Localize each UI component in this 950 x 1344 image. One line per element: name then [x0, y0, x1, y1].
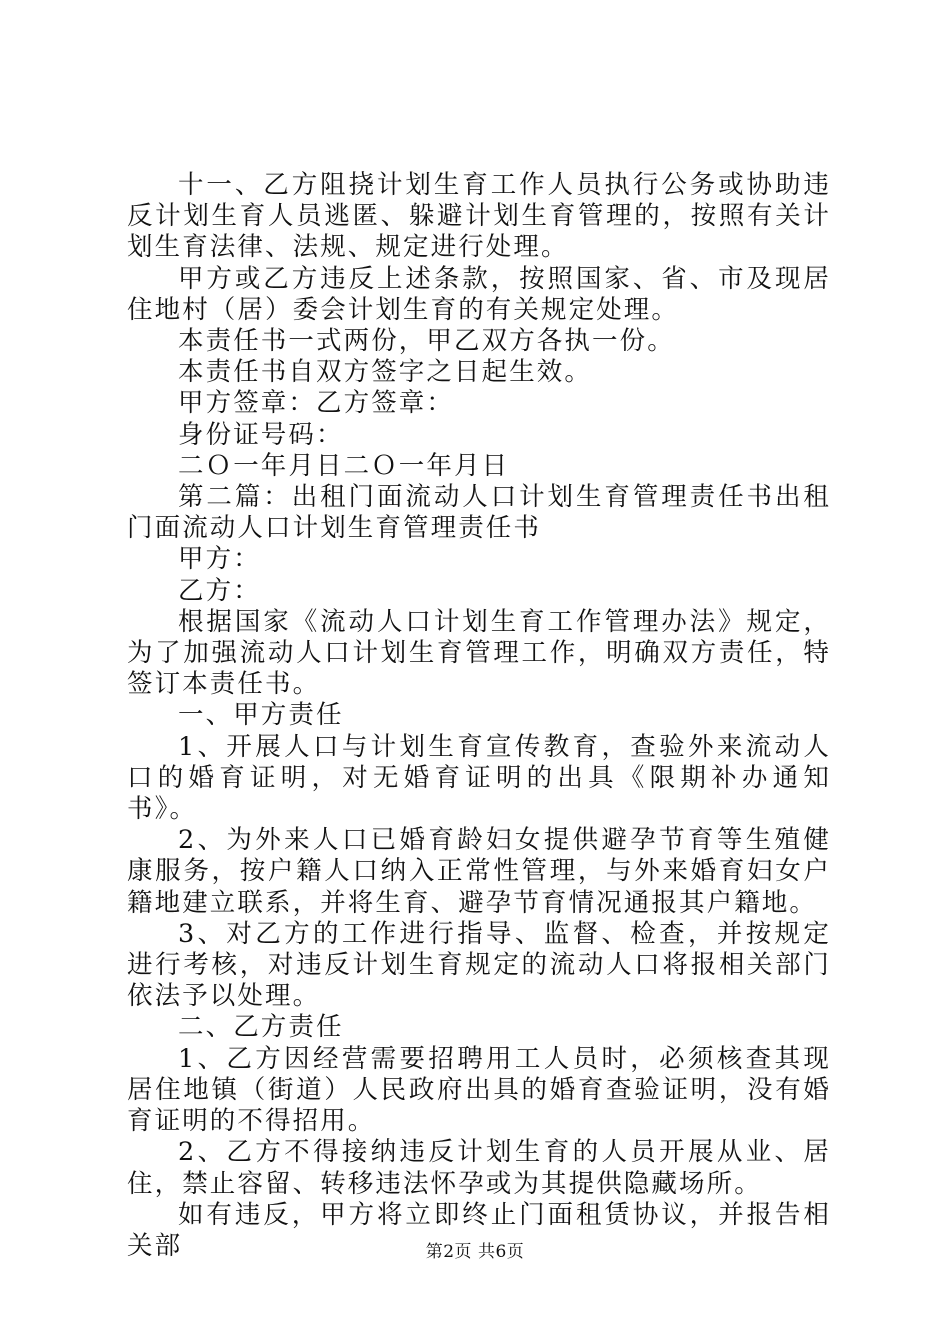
party-a-duties-heading: 一、甲方责任: [178, 700, 344, 731]
basis-paragraph: 根据国家《流动人口计划生育工作管理办法》规定，为了加强流动人口计划生育管理工作，明确双方责任，特签订本责任书。: [127, 606, 831, 700]
violation-consequence-paragraph: 如有违反，甲方将立即终止门面租赁协议，并报告相关部: [127, 1199, 831, 1261]
signature-line: 甲方签章：乙方签章：: [178, 388, 455, 419]
party-b-duty-2: 2、乙方不得接纳违反计划生育的人员开展从业、居住，禁止容留、转移违法怀孕或为其提供隐藏场所。: [127, 1137, 831, 1199]
party-a-duty-3: 3、对乙方的工作进行指导、监督、检查，并按规定进行考核，对违反计划生育规定的流动人口将报相关部门依法予以处理。: [127, 918, 831, 1012]
party-a-duty-1: 1、开展人口与计划生育宣传教育，查验外来流动人口的婚育证明，对无婚育证明的出具《限期补办通知书》。: [127, 731, 831, 825]
effective-date-paragraph: 本责任书自双方签字之日起生效。: [178, 357, 593, 388]
copies-paragraph: 本责任书一式两份，甲乙双方各执一份。: [178, 326, 675, 357]
party-a-line: 甲方：: [178, 544, 261, 575]
party-a-duty-2: 2、为外来人口已婚育龄妇女提供避孕节育等生殖健康服务，按户籍人口纳入正常性管理，与外来婚育妇女户籍地建立联系，并将生育、避孕节育情况通报其户籍地。: [127, 825, 831, 918]
party-b-line: 乙方：: [178, 575, 261, 606]
party-b-duty-1: 1、乙方因经营需要招聘用工人员时，必须核查其现居住地镇（街道）人民政府出具的婚育查验证明，没有婚育证明的不得招用。: [127, 1043, 831, 1137]
party-b-duties-heading: 二、乙方责任: [178, 1012, 344, 1043]
section-two-heading: 第二篇：出租门面流动人口计划生育管理责任书出租门面流动人口计划生育管理责任书: [127, 482, 831, 544]
document-body: [127, 170, 831, 1262]
page-number-footer: 第2页 共6页: [425, 1242, 525, 1262]
date-line: 二Ｏ一年月日二Ｏ一年月日: [178, 450, 510, 481]
id-number-line: 身份证号码：: [178, 419, 344, 450]
violation-handling-paragraph: 甲方或乙方违反上述条款，按照国家、省、市及现居住地村（居）委会计划生育的有关规定处理。: [127, 263, 831, 325]
clause-eleven-paragraph: 十一、乙方阻挠计划生育工作人员执行公务或协助违反计划生育人员逃匿、躲避计划生育管理的，按照有关计划生育法律、法规、规定进行处理。: [127, 170, 831, 263]
